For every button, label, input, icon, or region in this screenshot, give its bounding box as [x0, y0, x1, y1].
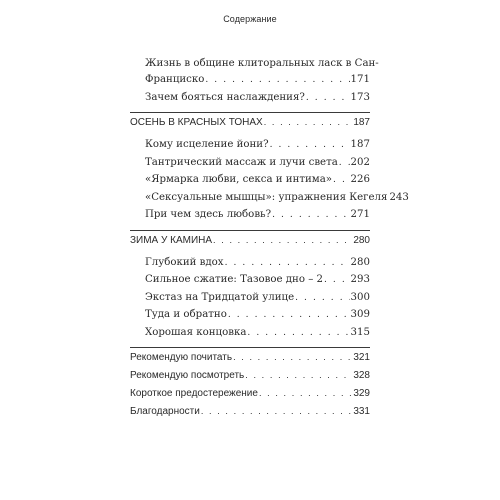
toc-entry-title: Туда и обратно: [145, 309, 227, 320]
toc-entry[interactable]: [130, 71, 370, 89]
running-header: Содержание: [223, 14, 277, 24]
toc-section-title: Рекомендую почитать: [130, 352, 233, 363]
toc-entry[interactable]: [130, 289, 370, 307]
dot-leader: [228, 307, 350, 325]
toc-entry[interactable]: [130, 206, 370, 224]
toc-page-number: 321: [353, 352, 370, 363]
toc-back-matter-entry[interactable]: [130, 366, 370, 384]
toc-entry[interactable]: [130, 154, 370, 172]
toc-entry-title: Хорошая концовка: [145, 326, 247, 338]
toc-page-number: 315: [350, 326, 370, 338]
toc-entry[interactable]: [130, 189, 409, 207]
dot-leader: [339, 155, 350, 173]
toc-page-number: 226: [350, 174, 370, 185]
toc-entry[interactable]: [130, 171, 370, 189]
dot-leader: [272, 207, 349, 225]
toc-page-number: 280: [350, 256, 370, 268]
toc-page-number: 187: [353, 117, 370, 128]
toc-entry[interactable]: [130, 89, 370, 107]
dot-leader: [324, 272, 350, 290]
toc-entry[interactable]: [130, 254, 370, 272]
toc-page-number: 202: [350, 156, 370, 168]
toc-entry-first-line: [130, 56, 379, 71]
dot-leader: [264, 113, 353, 131]
toc-entry-title: Сильное сжатие: Тазовое дно – 2: [145, 274, 324, 285]
toc-entry[interactable]: [130, 271, 370, 289]
toc-entry-title: При чем здесь любовь?: [145, 209, 272, 220]
toc-back-matter-entry[interactable]: [130, 384, 370, 402]
toc-page-number: 171: [350, 74, 370, 85]
toc-page-number: 173: [350, 91, 370, 103]
dot-leader: [213, 231, 352, 249]
dot-leader: [205, 72, 349, 90]
toc-section-title: ЗИМА У КАМИНА: [130, 234, 213, 246]
dot-leader: [259, 384, 352, 402]
dot-leader: [247, 325, 349, 343]
toc-section-title: Благодарности: [130, 406, 200, 417]
toc-page-number: 271: [350, 209, 370, 220]
toc-section-title: ОСЕНЬ В КРАСНЫХ ТОНАХ: [130, 117, 263, 128]
toc-page-number: 331: [353, 406, 370, 417]
toc-entry[interactable]: [130, 324, 370, 342]
toc-page-number: 293: [350, 274, 370, 285]
toc-entry-title: Франциско: [145, 74, 205, 85]
dot-leader: [225, 255, 350, 273]
toc-page-number: 309: [350, 309, 370, 320]
toc-section-winter[interactable]: [130, 231, 370, 249]
toc-page-number: 328: [353, 370, 370, 381]
toc-section-title: Короткое предостережение: [130, 388, 258, 399]
toc-page-number: 329: [353, 388, 370, 399]
dot-leader: [333, 172, 350, 190]
toc-entry-title: «Сексуальные мышцы»: упражнения Кегеля: [145, 191, 388, 203]
dot-leader: [245, 366, 352, 384]
toc-entry[interactable]: [130, 306, 370, 324]
toc-section-title: Рекомендую посмотреть: [130, 370, 245, 381]
dot-leader: [295, 290, 349, 308]
toc-page-number: 243: [389, 191, 409, 203]
toc-entry-title: Зачем бояться наслаждения?: [145, 91, 305, 103]
dot-leader: [201, 402, 352, 420]
toc-entry[interactable]: [130, 136, 370, 154]
toc-entry-title: Жизнь в общине клиторальных ласк в Сан-: [145, 58, 379, 69]
toc-entry-title: Глубокий вдох: [145, 256, 224, 268]
toc-page-number: 300: [350, 291, 370, 303]
dot-leader: [270, 137, 350, 155]
toc-page-number: 280: [353, 234, 370, 246]
toc-entry-title: «Ярмарка любви, секса и интима»: [145, 174, 333, 185]
toc-section-autumn[interactable]: [130, 113, 370, 131]
table-of-contents: [130, 56, 409, 420]
toc-entry-title: Экстаз на Тридцатой улице: [145, 291, 295, 303]
toc-page-number: 187: [350, 139, 370, 150]
toc-entry-title: Кому исцеление йони?: [145, 139, 269, 150]
dot-leader: [306, 90, 350, 108]
dot-leader: [233, 348, 352, 366]
toc-back-matter-entry[interactable]: [130, 348, 370, 366]
toc-entry-title: Тантрический массаж и лучи света: [145, 156, 338, 168]
toc-back-matter-entry[interactable]: [130, 402, 370, 420]
